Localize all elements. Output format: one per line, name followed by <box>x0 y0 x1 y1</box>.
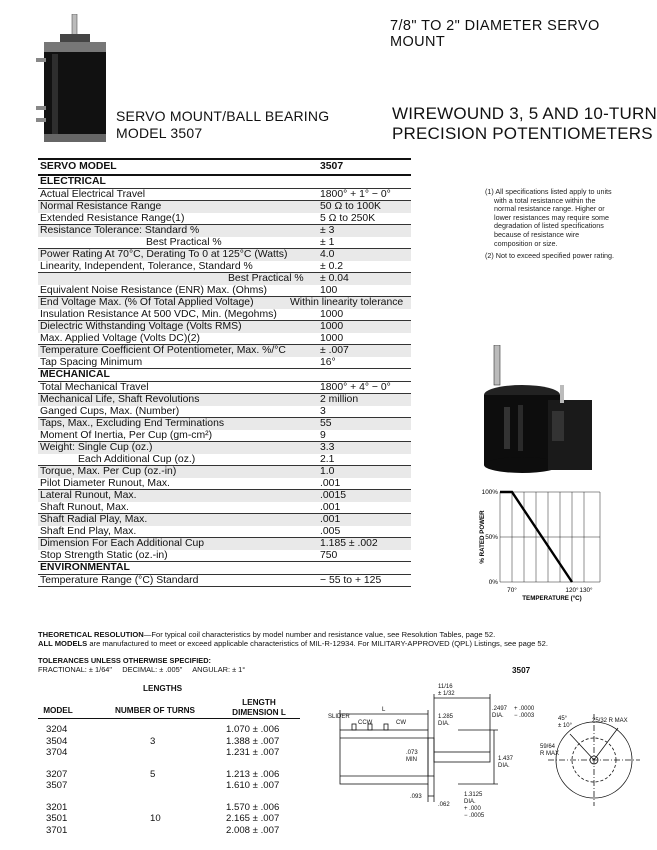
spec-value: 1000 <box>320 332 344 344</box>
heading-line2: PRECISION POTENTIOMETERS <box>392 124 653 143</box>
dim-2497-dia: DIA. <box>492 713 504 719</box>
lengths-cell-turns: 10 <box>150 813 161 824</box>
lengths-cell-model: 3704 <box>46 747 68 758</box>
dim-093: .093 <box>410 794 422 800</box>
lengths-row <box>38 780 300 792</box>
spec-row <box>38 514 411 526</box>
lengths-cell-length: 1.570 ± .006 <box>226 801 280 813</box>
spec-section-header <box>38 562 411 575</box>
spec-label: Dimension For Each Additional Cup <box>40 538 205 549</box>
spec-row <box>38 321 411 333</box>
product-line1: SERVO MOUNT/BALL BEARING <box>116 108 330 124</box>
spec-value: .005 <box>320 525 341 537</box>
spec-label: MECHANICAL <box>40 369 110 380</box>
lengths-cell-length: 2.008 ± .007 <box>226 824 280 836</box>
dim-073: .073 <box>406 750 418 756</box>
derating-graph <box>460 482 610 622</box>
spec-value: 50 Ω to 100K <box>320 201 381 212</box>
spec-row <box>38 285 411 298</box>
spec-value: 1800° + 4° − 0° <box>320 381 391 393</box>
lengths-cell-turns: 3 <box>150 735 156 747</box>
spec-label: Stop Strength Static (oz.-in) <box>40 549 168 561</box>
spec-row <box>38 502 411 515</box>
dim-ccw: CCW <box>358 720 373 726</box>
spec-label: Dielectric Withstanding Voltage (Volts RMS) <box>40 321 242 332</box>
dim-25-32: 25/32 R MAX <box>592 718 628 724</box>
spec-label: End Voltage Max. (% Of Total Applied Voltage) <box>40 297 254 308</box>
spec-label: ELECTRICAL <box>40 176 106 187</box>
heading-line1: WIREWOUND 3, 5 AND 10-TURN <box>392 104 657 123</box>
product-subtitle <box>116 108 329 142</box>
dim-13125: 1.3125 <box>464 792 483 798</box>
lengths-row <box>38 769 300 781</box>
spec-value: .001 <box>320 477 341 489</box>
lengths-row <box>38 825 300 837</box>
graph-ytick-50: 50% <box>485 534 498 541</box>
spec-row <box>38 478 411 491</box>
dim-1437-dia: DIA. <box>498 763 510 769</box>
spec-row <box>38 406 411 419</box>
graph-xlabel: TEMPERATURE (°C) <box>522 595 582 602</box>
spec-label: Lateral Runout, Max. <box>40 490 137 501</box>
spec-label: Insulation Resistance At 500 VDC, Min. (Megohms) <box>40 308 277 320</box>
spec-value: 1000 <box>320 321 344 332</box>
spec-value: ± 0.2 <box>320 260 344 272</box>
spec-label: Taps, Max., Excluding End Terminations <box>40 418 225 429</box>
spec-row <box>38 418 411 430</box>
lengths-cell-model: 3201 <box>46 801 68 813</box>
spec-row <box>38 333 411 346</box>
dim-13125-minus: − .0005 <box>464 813 485 819</box>
dim-073-min: MIN <box>406 757 417 763</box>
spec-row <box>38 249 411 261</box>
dim-11-16-tol: ± 1/32 <box>438 691 455 697</box>
dim-2497: .2497 <box>492 706 508 712</box>
spec-label: Torque, Max. Per Cup (oz.-in) <box>40 466 177 477</box>
lengths-cell-model: 3504 <box>46 735 68 747</box>
spec-row <box>38 394 411 406</box>
spec-label: Shaft End Play, Max. <box>40 525 137 537</box>
spec-value: .001 <box>320 501 341 513</box>
col-length1: LENGTH <box>242 698 276 707</box>
spec-row <box>38 309 411 322</box>
dim-1285-dia: DIA. <box>438 721 450 727</box>
tolerances-title: TOLERANCES UNLESS OTHERWISE SPECIFIED: <box>38 656 212 665</box>
spec-value: 3 <box>320 405 326 417</box>
spec-row <box>38 273 411 285</box>
spec-value: 9 <box>320 429 326 441</box>
spec-model-label: SERVO MODEL <box>40 161 117 172</box>
spec-label: Best Practical % <box>146 236 222 248</box>
spec-row <box>38 357 411 370</box>
spec-value: 55 <box>320 418 332 429</box>
graph-ytick-0: 0% <box>488 579 498 586</box>
tolerances-values: FRACTIONAL: ± 1/64" DECIMAL: ± .005" ANGULAR: ± 1° <box>38 665 246 674</box>
footnotes <box>485 188 615 265</box>
lengths-cell-length: 1.231 ± .007 <box>226 747 280 758</box>
lengths-row <box>38 813 300 825</box>
spec-row <box>38 454 411 467</box>
lengths-cell-length: 1.388 ± .007 <box>226 735 280 747</box>
dim-59-64-r: R MAX <box>540 751 560 757</box>
spec-table-header <box>38 158 411 176</box>
spec-label: Equivalent Noise Resistance (ENR) Max. (Ohms) <box>40 284 267 296</box>
spec-model-value: 3507 <box>320 161 344 172</box>
dim-1437: 1.437 <box>498 756 514 762</box>
product-photo-assembly <box>478 345 598 475</box>
lengths-cell-length: 1.610 ± .007 <box>226 780 280 791</box>
spec-label: Shaft Runout, Max. <box>40 501 129 513</box>
spec-section-header <box>38 176 411 189</box>
spec-label: Each Additional Cup (oz.) <box>78 453 196 465</box>
spec-value: − 55 to + 125 <box>320 574 382 586</box>
lengths-header <box>38 696 300 719</box>
spec-value: 1.185 ± .002 <box>320 538 378 549</box>
spec-label: Tap Spacing Minimum <box>40 356 143 368</box>
graph-xtick-70: 70° <box>507 587 517 594</box>
spec-value: .001 <box>320 514 341 525</box>
all-models-bold: ALL MODELS <box>38 639 88 649</box>
spec-row <box>38 538 411 550</box>
spec-value: ± 1 <box>320 236 335 248</box>
spec-label: Pilot Diameter Runout, Max. <box>40 477 170 489</box>
dim-2497-minus: − .0003 <box>514 713 535 719</box>
spec-label: Max. Applied Voltage (Volts DC)(2) <box>40 332 200 344</box>
spec-label: Temperature Range (°C) Standard <box>40 574 199 586</box>
spec-value: 2.1 <box>320 453 335 465</box>
col-length2: DIMENSION L <box>232 708 286 717</box>
spec-label: Extended Resistance Range(1) <box>40 212 185 224</box>
spec-value: 1000 <box>320 308 344 320</box>
spec-value: 5 Ω to 250K <box>320 212 376 224</box>
spec-row <box>38 201 411 213</box>
spec-value: ± 0.04 <box>320 273 349 284</box>
lengths-row <box>38 747 300 759</box>
spec-value: 1.0 <box>320 466 335 477</box>
graph-grid <box>500 492 600 582</box>
drawing-title: 3507 <box>512 666 531 675</box>
spec-value: ± .007 <box>320 345 349 356</box>
lengths-row <box>38 736 300 748</box>
dim-45deg-tol: ± 10° <box>558 723 573 729</box>
spec-label: Weight: Single Cup (oz.) <box>40 442 153 453</box>
spec-value: 100 <box>320 284 338 296</box>
lengths-cell-length: 1.070 ± .006 <box>226 724 280 735</box>
dim-1285: 1.285 <box>438 714 454 720</box>
spec-row <box>38 225 411 237</box>
col-model: MODEL <box>43 706 73 715</box>
spec-label: Resistance Tolerance: Standard % <box>40 225 200 236</box>
product-photo-pot <box>30 14 120 146</box>
dim-11-16: 11/16 <box>438 684 453 690</box>
dim-cw: CW <box>396 720 406 726</box>
lengths-cell-turns: 5 <box>150 768 156 780</box>
resolution-note <box>38 630 638 648</box>
spec-rows <box>38 176 411 587</box>
spec-value: 3.3 <box>320 442 335 453</box>
graph-ylabel: % RATED POWER <box>479 510 486 564</box>
spec-row <box>38 466 411 478</box>
spec-row <box>38 213 411 226</box>
spec-label: Shaft Radial Play, Max. <box>40 514 148 525</box>
spec-row <box>38 382 411 395</box>
spec-row <box>38 297 411 309</box>
spec-row <box>38 550 411 563</box>
lengths-cell-model: 3507 <box>46 780 68 791</box>
dim-45deg: 45° <box>558 716 568 722</box>
dim-59-64: 59/64 <box>540 744 556 750</box>
lengths-group-gap <box>38 792 300 802</box>
lengths-row <box>38 802 300 814</box>
lengths-cell-length: 1.213 ± .006 <box>226 768 280 780</box>
spec-value: 4.0 <box>320 249 335 260</box>
lengths-cell-length: 2.165 ± .007 <box>226 813 280 824</box>
col-turns: NUMBER OF TURNS <box>114 706 196 715</box>
graph-ytick-100: 100% <box>481 489 498 496</box>
spec-label: Mechanical Life, Shaft Revolutions <box>40 394 200 405</box>
lengths-cell-model: 3501 <box>46 813 68 824</box>
dim-l: L <box>382 707 386 713</box>
spec-table <box>38 158 411 587</box>
spec-label: Normal Resistance Range <box>40 201 162 212</box>
tolerances-block <box>38 656 338 674</box>
footnote-1: (1) All specifications listed apply to units with a total resistance within the normal resistance range. Higher or lower resistances may require some degradation of listed specifications because of resistance wire composition or size. <box>485 187 612 248</box>
spec-row <box>38 345 411 357</box>
dim-062: .062 <box>438 802 450 808</box>
graph-xtick-130: 130° <box>579 587 593 594</box>
spec-value: ± 3 <box>320 225 335 236</box>
theory-line <box>38 630 638 639</box>
spec-label: Best Practical % <box>228 273 304 284</box>
spec-row <box>38 575 411 588</box>
spec-row <box>38 189 411 202</box>
spec-row <box>38 442 411 454</box>
spec-label: Ganged Cups, Max. (Number) <box>40 405 180 417</box>
lengths-cell-model: 3701 <box>46 824 68 836</box>
spec-label: Power Rating At 70°C, Derating To 0 at 125°C (Watts) <box>40 249 288 260</box>
side-view <box>340 694 498 802</box>
spec-row <box>38 526 411 539</box>
spec-row <box>38 490 411 502</box>
product-model: MODEL 3507 <box>116 125 203 141</box>
spec-label: ENVIRONMENTAL <box>40 562 130 573</box>
lengths-cell-model: 3204 <box>46 724 68 735</box>
footnote-2: (2) Not to exceed specified power rating. <box>485 251 615 261</box>
spec-row <box>38 261 411 274</box>
spec-label: Temperature Coefficient Of Potentiometer, Max. %/°C <box>40 345 286 356</box>
spec-value: 2 million <box>320 394 359 405</box>
spec-label: Moment Of Inertia, Per Cup (gm-cm²) <box>40 429 213 441</box>
lengths-table <box>38 696 300 836</box>
dimension-drawing <box>318 678 648 838</box>
theory-text: —For typical coil characteristics by model number and resistance value, see Resolution Tables, page 52. <box>143 630 496 639</box>
spec-value: 750 <box>320 549 338 561</box>
spec-row <box>38 237 411 250</box>
dim-13125-dia: DIA. <box>464 799 476 805</box>
lengths-group-gap <box>38 759 300 769</box>
spec-row <box>38 430 411 443</box>
spec-value: 16° <box>320 356 336 368</box>
graph-xtick-120: 120° <box>565 587 579 594</box>
spec-value: 1800° + 1° − 0° <box>320 188 391 200</box>
page-top-title: 7/8" TO 2" DIAMETER SERVO MOUNT <box>390 18 600 50</box>
lengths-rows <box>38 719 300 836</box>
spec-value: .0015 <box>320 490 347 501</box>
lengths-row <box>38 724 300 736</box>
spec-value: Within linearity tolerance <box>290 297 404 308</box>
all-models-line <box>38 639 638 648</box>
page-heading <box>392 104 657 144</box>
dim-slider: SLIDER <box>328 714 350 720</box>
spec-label: Actual Electrical Travel <box>40 188 146 200</box>
all-models-text: are manufactured to meet or exceed applicable characteristics of MIL-R-12934. For MILITARY-APPROVED (QPL) Listings, see page 52. <box>87 639 548 649</box>
lengths-title: LENGTHS <box>143 684 183 693</box>
spec-label: Total Mechanical Travel <box>40 381 149 393</box>
spec-section-header <box>38 369 411 382</box>
lengths-cell-model: 3207 <box>46 768 68 780</box>
dim-2497-plus: + .0000 <box>514 706 535 712</box>
dim-13125-plus: + .000 <box>464 806 481 812</box>
spec-label: Linearity, Independent, Tolerance, Standard % <box>40 260 253 272</box>
theory-bold: THEORETICAL RESOLUTION <box>38 630 144 639</box>
